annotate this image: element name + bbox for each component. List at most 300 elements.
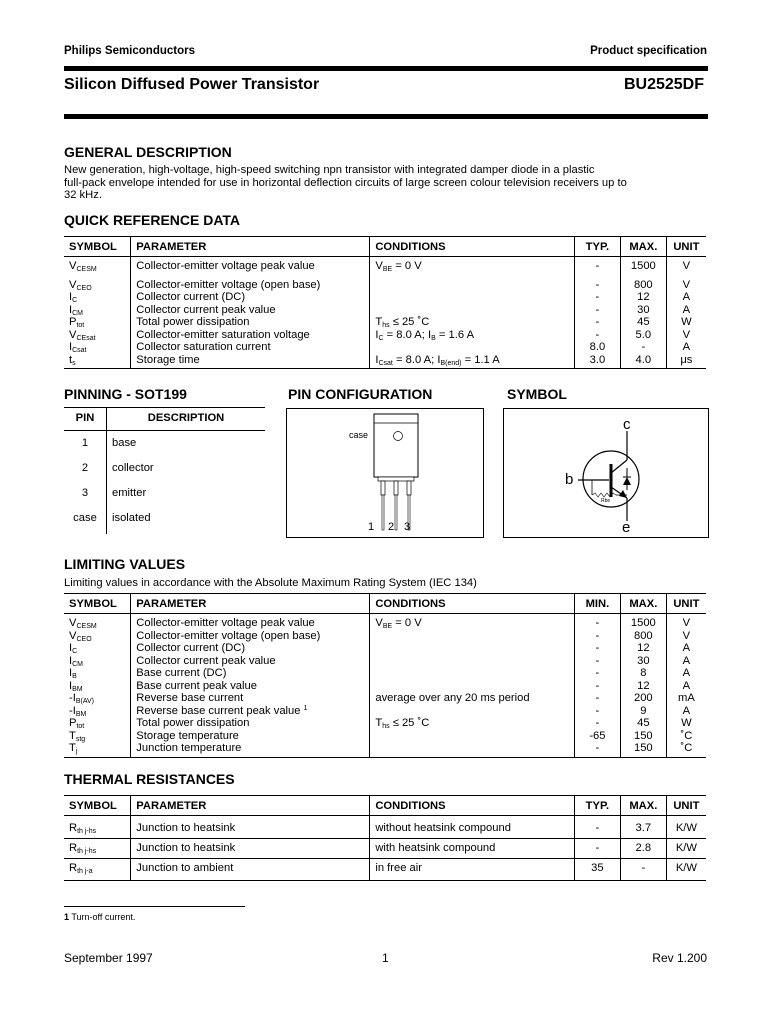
max-cell: 30: [620, 655, 666, 668]
parameter-text: Storage temperature: [136, 729, 239, 742]
company-name: Philips Semiconductors: [64, 45, 195, 57]
symbol-subscript: C: [72, 297, 78, 304]
parameter-cell: [131, 705, 370, 718]
conditions-cell: [370, 316, 575, 329]
header-max: MAX.: [620, 237, 666, 257]
conditions-text: without heatsink compound: [375, 822, 511, 835]
symbol-subscript: th j-a: [77, 868, 93, 876]
pin-configuration-box: [286, 408, 484, 538]
table-row: [64, 614, 706, 630]
symbol-subscript: B(AV): [75, 698, 94, 705]
symbol-main: V: [69, 617, 77, 629]
typ-cell: -: [574, 304, 620, 317]
parameter-text: Collector-emitter voltage peak value: [136, 260, 315, 272]
symbol-main: R: [69, 822, 78, 835]
footnote-number: 1: [64, 912, 70, 922]
symbol-subscript: BM: [75, 710, 87, 718]
header-parameter: PARAMETER: [131, 796, 370, 816]
conditions-subscript: C: [378, 334, 384, 342]
symbol-cell: [64, 692, 131, 705]
symbol-cell: [64, 667, 131, 680]
symbol-subscript: j: [75, 748, 78, 755]
conditions-text: ≤ 25 ˚C: [389, 316, 430, 328]
table-row: [64, 630, 706, 643]
symbol-subscript: BM: [72, 685, 83, 693]
conditions-text: I: [375, 353, 379, 366]
pin-description: base: [112, 437, 137, 449]
conditions-subscript: B(end): [440, 359, 462, 367]
symbol-main: I: [69, 341, 73, 353]
table-row: [64, 341, 706, 354]
parameter-text: Base current peak value: [136, 679, 257, 692]
unit-cell: K/W: [666, 816, 706, 839]
general-description-line: full-pack envelope intended for use in horizontal deflection circuits of large screen colour television receivers up to: [64, 176, 627, 189]
table-row: [64, 273, 706, 292]
unit-cell: V: [666, 614, 706, 630]
footnote-ref: 1: [303, 704, 308, 712]
general-description-line: New generation, high-voltage, high-speed switching npn transistor with integrated damper diode in a plastic: [64, 164, 595, 176]
parameter-cell: [131, 730, 370, 743]
parameter-text: Reverse base current: [136, 692, 244, 704]
typ-cell: -: [574, 316, 620, 329]
symbol-main: I: [69, 654, 73, 667]
parameter-text: Collector current (DC): [136, 291, 246, 303]
parameter-text: Collector current peak value: [136, 654, 276, 667]
header-parameter: PARAMETER: [131, 594, 370, 614]
pinning-header-description: DESCRIPTION: [147, 412, 225, 424]
unit-cell: A: [666, 667, 706, 680]
symbol-main: V: [69, 260, 77, 272]
conditions-text: T: [375, 316, 383, 328]
symbol-cell: [64, 291, 131, 304]
symbol-main: V: [69, 278, 77, 291]
quick-reference-heading: QUICK REFERENCE DATA: [64, 212, 241, 228]
symbol-cell: [64, 655, 131, 668]
pin-number: 1: [81, 437, 89, 449]
table-row: [64, 692, 706, 705]
header-conditions: CONDITIONS: [370, 594, 575, 614]
unit-cell: V: [666, 329, 706, 342]
unit-cell: ˚C: [666, 730, 706, 743]
typ-cell: -: [574, 329, 620, 342]
unit-cell: W: [666, 717, 706, 730]
symbol-subscript: CESM: [76, 623, 97, 630]
header-max: MAX.: [620, 796, 666, 816]
table-row: [64, 257, 706, 273]
header-unit: UNIT: [666, 796, 706, 816]
parameter-cell: [131, 291, 370, 304]
symbol-collector-label: c: [623, 416, 631, 433]
unit-cell: V: [666, 257, 706, 273]
conditions-text: ≤ 25 ˚C: [389, 717, 430, 729]
symbol-cell: [64, 816, 131, 839]
symbol-cell: [64, 273, 131, 292]
symbol-main: V: [69, 328, 77, 341]
pin-description: emitter: [112, 487, 147, 499]
parameter-cell: [131, 742, 370, 757]
header-typ: TYP.: [574, 796, 620, 816]
symbol-subscript: CEO: [76, 635, 92, 643]
conditions-cell: [370, 329, 575, 342]
pinning-rule-top: [64, 407, 265, 408]
symbol-subscript: CESM: [76, 266, 97, 273]
pin-description: collector: [112, 462, 154, 474]
header-symbol: SYMBOL: [64, 594, 131, 614]
table-row: [64, 730, 706, 743]
conditions-text: I: [375, 328, 379, 341]
conditions-text: average over any 20 ms period: [375, 692, 530, 704]
max-cell: 1500: [620, 614, 666, 630]
min-cell: -: [574, 742, 620, 757]
table-row: [64, 742, 706, 757]
header-conditions: CONDITIONS: [370, 237, 575, 257]
unit-cell: mA: [666, 692, 706, 705]
unit-cell: A: [666, 642, 706, 655]
conditions-cell: [370, 692, 575, 705]
max-cell: -: [620, 859, 666, 881]
unit-cell: A: [666, 291, 706, 304]
unit-cell: A: [666, 341, 706, 354]
max-cell: 9: [620, 705, 666, 718]
parameter-text: Base current (DC): [136, 667, 227, 679]
document-type: Product specification: [590, 45, 707, 57]
case-label: case: [349, 430, 369, 440]
unit-cell: K/W: [666, 859, 706, 881]
symbol-subscript: stg: [75, 735, 86, 743]
npn-transistor-symbol: [504, 409, 708, 537]
conditions-cell: [370, 655, 575, 668]
symbol-subscript: tot: [76, 723, 85, 730]
pinning-rule-divider: [106, 407, 107, 534]
conditions-text: = 8.0 A; I: [383, 328, 432, 341]
conditions-text: = 1.1 A: [461, 353, 500, 366]
parameter-cell: [131, 304, 370, 317]
footnote: [64, 912, 135, 922]
symbol-cell: [64, 329, 131, 342]
parameter-cell: [131, 341, 370, 354]
parameter-text: Reverse base current peak value: [136, 704, 301, 717]
conditions-cell: [370, 816, 575, 839]
pin-label-3: 3: [404, 521, 411, 533]
symbol-subscript: th j-hs: [77, 848, 97, 856]
document-title: Silicon Diffused Power Transistor: [64, 76, 320, 93]
max-cell: 5.0: [620, 329, 666, 342]
conditions-text: = 0 V: [392, 260, 422, 272]
parameter-cell: [131, 329, 370, 342]
parameter-text: Collector current (DC): [136, 642, 246, 654]
parameter-cell: [131, 692, 370, 705]
conditions-cell: [370, 839, 575, 859]
min-cell: -: [574, 630, 620, 643]
header-unit: UNIT: [666, 237, 706, 257]
conditions-cell: [370, 717, 575, 730]
pin-number: 3: [81, 487, 89, 499]
typ-cell: -: [574, 839, 620, 859]
header-parameter: PARAMETER: [131, 237, 370, 257]
max-cell: 800: [620, 273, 666, 292]
header-conditions: CONDITIONS: [370, 796, 575, 816]
pin-description: isolated: [112, 512, 151, 524]
symbol-box: [503, 408, 709, 538]
parameter-cell: [131, 667, 370, 680]
parameter-text: Collector-emitter voltage peak value: [136, 617, 315, 629]
conditions-text: with heatsink compound: [375, 842, 496, 855]
table-row: [64, 655, 706, 668]
parameter-text: Collector-emitter saturation voltage: [136, 328, 310, 341]
symbol-cell: [64, 742, 131, 757]
pin-label-1: 1: [368, 521, 375, 533]
parameter-cell: [131, 680, 370, 693]
conditions-subscript: B: [431, 334, 436, 342]
unit-cell: μs: [666, 354, 706, 369]
max-cell: 4.0: [620, 354, 666, 369]
parameter-cell: [131, 273, 370, 292]
part-number: BU2525DF: [623, 76, 704, 93]
min-cell: -: [574, 705, 620, 718]
typ-cell: -: [574, 816, 620, 839]
conditions-cell: [370, 680, 575, 693]
conditions-text: T: [375, 717, 383, 729]
symbol-main: P: [69, 717, 77, 729]
symbol-main: P: [69, 316, 77, 328]
thermal-resistances-heading: THERMAL RESISTANCES: [64, 771, 235, 787]
symbol-main: R: [69, 862, 78, 875]
unit-cell: V: [666, 273, 706, 292]
symbol-main: t: [69, 353, 73, 366]
symbol-cell: [64, 630, 131, 643]
unit-cell: A: [666, 680, 706, 693]
pinning-rule-header: [64, 430, 265, 431]
general-description-line: 32 kHz.: [64, 189, 102, 202]
min-cell: -: [574, 680, 620, 693]
conditions-subscript: BE: [382, 266, 393, 273]
parameter-cell: [131, 642, 370, 655]
symbol-subscript: CEO: [76, 284, 92, 292]
limiting-values-intro: Limiting values in accordance with the Absolute Maximum Rating System (IEC 134): [64, 577, 477, 589]
conditions-text: = 1.6 A: [435, 328, 475, 341]
symbol-main: R: [69, 842, 78, 855]
symbol-subscript: B: [72, 673, 77, 680]
symbol-cell: [64, 730, 131, 743]
min-cell: -: [574, 717, 620, 730]
pin-number: case: [73, 512, 97, 524]
general-description-heading: GENERAL DESCRIPTION: [64, 144, 232, 160]
table-row: [64, 642, 706, 655]
symbol-cell: [64, 705, 131, 718]
table-row: [64, 839, 706, 859]
unit-cell: A: [666, 655, 706, 668]
table-row: [64, 680, 706, 693]
pin-label-2: 2: [388, 521, 395, 533]
min-cell: -: [574, 642, 620, 655]
max-cell: 150: [620, 742, 666, 757]
max-cell: 3.7: [620, 816, 666, 839]
table-row: [64, 316, 706, 329]
symbol-subscript: th j-hs: [77, 828, 97, 836]
conditions-cell: [370, 630, 575, 643]
symbol-cell: [64, 839, 131, 859]
parameter-cell: [131, 630, 370, 643]
header-symbol: SYMBOL: [64, 796, 131, 816]
parameter-text: Junction temperature: [136, 742, 242, 754]
symbol-main: I: [69, 291, 73, 303]
conditions-cell: [370, 614, 575, 630]
parameter-cell: [131, 839, 370, 859]
table-row: [64, 667, 706, 680]
table-row: [64, 329, 706, 342]
symbol-cell: [64, 304, 131, 317]
table-row: [64, 705, 706, 718]
conditions-cell: [370, 859, 575, 881]
conditions-cell: [370, 291, 575, 304]
parameter-text: Collector-emitter voltage (open base): [136, 629, 321, 642]
symbol-main: I: [69, 303, 73, 316]
unit-cell: A: [666, 705, 706, 718]
table-row: [64, 354, 706, 369]
symbol-cell: [64, 859, 131, 881]
parameter-cell: [131, 354, 370, 369]
parameter-text: Storage time: [136, 353, 200, 366]
footer-revision: Rev 1.200: [652, 951, 707, 965]
symbol-subscript: CM: [72, 309, 83, 317]
pin-configuration-heading: PIN CONFIGURATION: [288, 386, 433, 402]
max-cell: 800: [620, 630, 666, 643]
min-cell: -65: [574, 730, 620, 743]
header-symbol: SYMBOL: [64, 237, 131, 257]
conditions-subscript: BE: [382, 623, 393, 630]
parameter-cell: [131, 859, 370, 881]
parameter-cell: [131, 655, 370, 668]
unit-cell: A: [666, 304, 706, 317]
symbol-emitter-label: e: [622, 519, 631, 536]
table-row: [64, 304, 706, 317]
conditions-cell: [370, 341, 575, 354]
symbol-main: V: [69, 629, 77, 642]
typ-cell: 3.0: [574, 354, 620, 369]
max-cell: 200: [620, 692, 666, 705]
pin-number: 2: [81, 462, 89, 474]
symbol-main: -I: [69, 704, 76, 717]
header-typ: TYP.: [574, 237, 620, 257]
footer-page-number: 1: [382, 951, 389, 965]
max-cell: -: [620, 341, 666, 354]
conditions-text: = 8.0 A; I: [392, 353, 441, 366]
max-cell: 45: [620, 717, 666, 730]
conditions-cell: [370, 705, 575, 718]
parameter-text: Collector current peak value: [136, 303, 276, 316]
conditions-subscript: hs: [382, 723, 390, 730]
conditions-subscript: hs: [382, 322, 390, 329]
header-rule-bottom: [64, 114, 708, 119]
symbol-cell: [64, 257, 131, 273]
parameter-text: Junction to heatsink: [136, 842, 236, 855]
parameter-text: Collector-emitter voltage (open base): [136, 278, 321, 291]
symbol-main: I: [69, 642, 73, 654]
conditions-text: in free air: [375, 862, 422, 875]
symbol-subscript: Csat: [72, 347, 87, 354]
symbol-cell: [64, 614, 131, 630]
parameter-cell: [131, 717, 370, 730]
max-cell: 150: [620, 730, 666, 743]
header-unit: UNIT: [666, 594, 706, 614]
symbol-base-label: b: [565, 471, 574, 488]
thermal-resistances-table: [64, 795, 706, 881]
symbol-heading: SYMBOL: [507, 386, 567, 402]
symbol-cell: [64, 717, 131, 730]
table-row: [64, 816, 706, 839]
parameter-cell: [131, 257, 370, 273]
min-cell: -: [574, 655, 620, 668]
pinning-heading: PINNING - SOT199: [64, 386, 187, 402]
max-cell: 2.8: [620, 839, 666, 859]
parameter-cell: [131, 316, 370, 329]
table-row: [64, 291, 706, 304]
conditions-cell: [370, 742, 575, 757]
min-cell: -: [574, 614, 620, 630]
parameter-text: Total power dissipation: [136, 316, 250, 328]
quick-reference-table: [64, 236, 706, 369]
conditions-cell: [370, 257, 575, 273]
symbol-subscript: CEsat: [76, 334, 96, 342]
typ-cell: -: [574, 273, 620, 292]
symbol-subscript: tot: [76, 322, 85, 329]
unit-cell: W: [666, 316, 706, 329]
unit-cell: V: [666, 630, 706, 643]
typ-cell: 35: [574, 859, 620, 881]
max-cell: 30: [620, 304, 666, 317]
symbol-main: I: [69, 667, 73, 679]
sot199-package-drawing: [287, 409, 483, 537]
symbol-main: T: [69, 729, 76, 742]
symbol-main: T: [69, 742, 76, 754]
header-rule-top: [64, 66, 708, 71]
conditions-cell: [370, 730, 575, 743]
header-min: MIN.: [574, 594, 620, 614]
conditions-cell: [370, 667, 575, 680]
typ-cell: 8.0: [574, 341, 620, 354]
parameter-cell: [131, 816, 370, 839]
conditions-text: V: [375, 617, 383, 629]
symbol-main: I: [69, 679, 73, 692]
table-row: [64, 717, 706, 730]
unit-cell: K/W: [666, 839, 706, 859]
general-description-text: [64, 164, 708, 202]
conditions-text: = 0 V: [392, 617, 422, 629]
max-cell: 12: [620, 642, 666, 655]
footnote-text: Turn-off current.: [69, 912, 136, 922]
conditions-cell: [370, 273, 575, 292]
parameter-text: Junction to heatsink: [136, 822, 236, 835]
typ-cell: -: [574, 257, 620, 273]
max-cell: 45: [620, 316, 666, 329]
footnote-rule: [64, 906, 245, 907]
conditions-text: V: [375, 260, 383, 272]
parameter-text: Junction to ambient: [136, 862, 234, 875]
parameter-cell: [131, 614, 370, 630]
conditions-cell: [370, 304, 575, 317]
symbol-subscript: s: [72, 359, 76, 367]
symbol-main: -I: [69, 692, 76, 704]
symbol-rbe-label: Rbe: [601, 498, 611, 504]
symbol-cell: [64, 680, 131, 693]
unit-cell: ˚C: [666, 742, 706, 757]
max-cell: 1500: [620, 257, 666, 273]
limiting-values-heading: LIMITING VALUES: [64, 556, 186, 572]
parameter-text: Total power dissipation: [136, 717, 250, 729]
limiting-values-table: [64, 593, 706, 758]
symbol-cell: [64, 341, 131, 354]
conditions-cell: [370, 354, 575, 369]
